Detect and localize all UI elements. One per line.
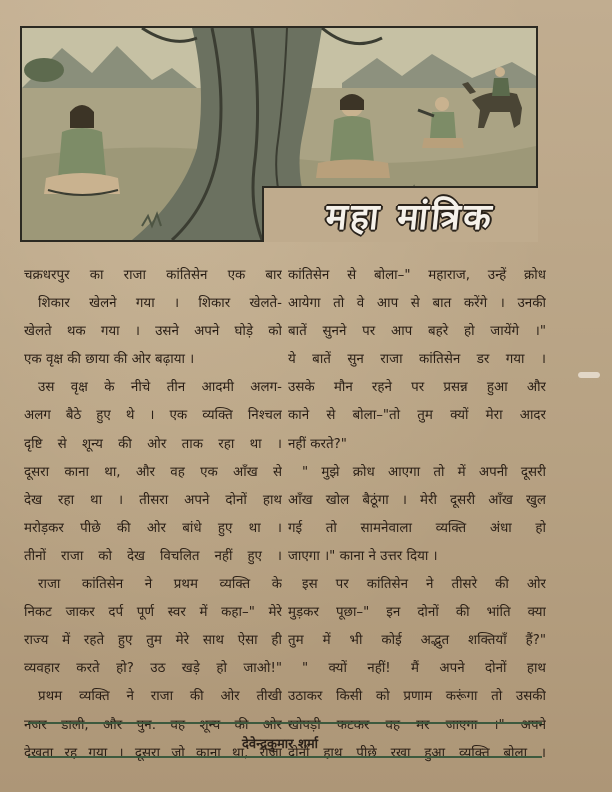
text-line: ये बातें सुन राजा कांतिसेन डर गया । bbox=[288, 352, 546, 368]
story-title: महा मांत्रिक bbox=[323, 196, 497, 238]
text-line: आयेगा तो वे आप से बात करेंगे । उनकी bbox=[288, 296, 546, 312]
text-line: चक्रधरपुर का राजा कांतिसेन एक बार bbox=[24, 268, 282, 283]
text-line: देखता रह गया । दूसरा जो काना था, राजा bbox=[24, 745, 282, 761]
text-line: देख रहा था । तीसरा अपने दोनों हाथ bbox=[24, 492, 282, 508]
text-line: नहीं करते?" bbox=[288, 436, 347, 452]
text-line: इस पर कांतिसेन ने तीसरे की ओर bbox=[302, 577, 546, 593]
text-line: एक वृक्ष की छाया की ओर बढ़ाया । bbox=[24, 352, 195, 368]
text-line: दूसरा काना था, और वह एक आँख से bbox=[24, 464, 282, 480]
text-line: दृष्टि से शून्य की ओर ताक रहा था । bbox=[24, 436, 282, 452]
text-column-left bbox=[24, 262, 282, 768]
text-line: तुम में भी कोई अद्भुत शक्तियाँ हैं?" bbox=[288, 633, 546, 649]
text-line: जाएगा ।" काना ने उत्तर दिया । bbox=[288, 548, 438, 564]
text-line: अलग बैठे हुए थे । एक व्यक्ति निश्चल bbox=[24, 408, 282, 424]
text-line: बातें सुनने पर आप बहरे हो जायेंगे ।" bbox=[288, 324, 546, 340]
text-line: दोनों हाथ पीछे रखा हुआ व्यक्ति बोला । bbox=[288, 745, 546, 761]
text-line: " मुझे क्रोध आएगा तो में अपनी दूसरी bbox=[302, 464, 546, 480]
text-line: व्यवहार करते हो? उठ खड़े हो जाओ!" bbox=[24, 661, 282, 677]
text-line: प्रथम व्यक्ति ने राजा की ओर तीखी bbox=[38, 689, 282, 705]
text-line: " क्यों नहीं! मैं अपने दोनों हाथ bbox=[302, 661, 546, 677]
text-line: निकट जाकर दर्प पूर्ण स्वर में कहा–" मेरे bbox=[24, 605, 282, 621]
text-line: आँख खोल बैठूंगा । मेरी दूसरी आँख खुल bbox=[288, 492, 546, 508]
text-line: राजा कांतिसेन ने प्रथम व्यक्ति के bbox=[38, 577, 282, 593]
rule-top bbox=[28, 722, 542, 724]
text-line: खोपड़ी फटकर वह मर जाएगा ।" अपने bbox=[288, 717, 546, 733]
author-byline: देवेन्द्रकुमार शर्मा bbox=[242, 737, 318, 752]
text-line: मरोड़कर पीछे की ओर बांधे हुए था । bbox=[24, 520, 282, 536]
text-line: खेलते थक गया । उसने अपने घोड़े को bbox=[24, 324, 282, 340]
text-line: उठाकर किसी को प्रणाम करूंगा तो उसकी bbox=[288, 689, 546, 705]
text-line: गई तो सामनेवाला व्यक्ति अंधा हो bbox=[288, 520, 546, 536]
text-line: तीनों राजा को देख विचलित नहीं हुए । bbox=[24, 548, 282, 564]
rule-bottom bbox=[28, 756, 542, 758]
text-line: मुड़कर पूछा–" इन दोनों की भांति क्या bbox=[288, 605, 546, 621]
page-clip-mark bbox=[578, 372, 600, 378]
text-line: शिकार खेलने गया । शिकार खेलते- bbox=[38, 296, 282, 312]
text-line: उसके मौन रहने पर प्रसन्न हुआ और bbox=[288, 380, 546, 396]
text-line: राज्य में रहते हुए तुम मेरे साथ ऐसा ही bbox=[24, 633, 282, 649]
text-column-right bbox=[288, 262, 546, 768]
text-line: उस वृक्ष के नीचे तीन आदमी अलग- bbox=[38, 380, 282, 396]
text-line: नजर डाली, और पुन: वह शून्य की ओर bbox=[24, 717, 282, 733]
text-line: काने से बोला–"तो तुम क्यों मेरा आदर bbox=[288, 408, 546, 424]
text-line: कांतिसेन से बोला–" महाराज, उन्हें क्रोध bbox=[288, 268, 546, 283]
